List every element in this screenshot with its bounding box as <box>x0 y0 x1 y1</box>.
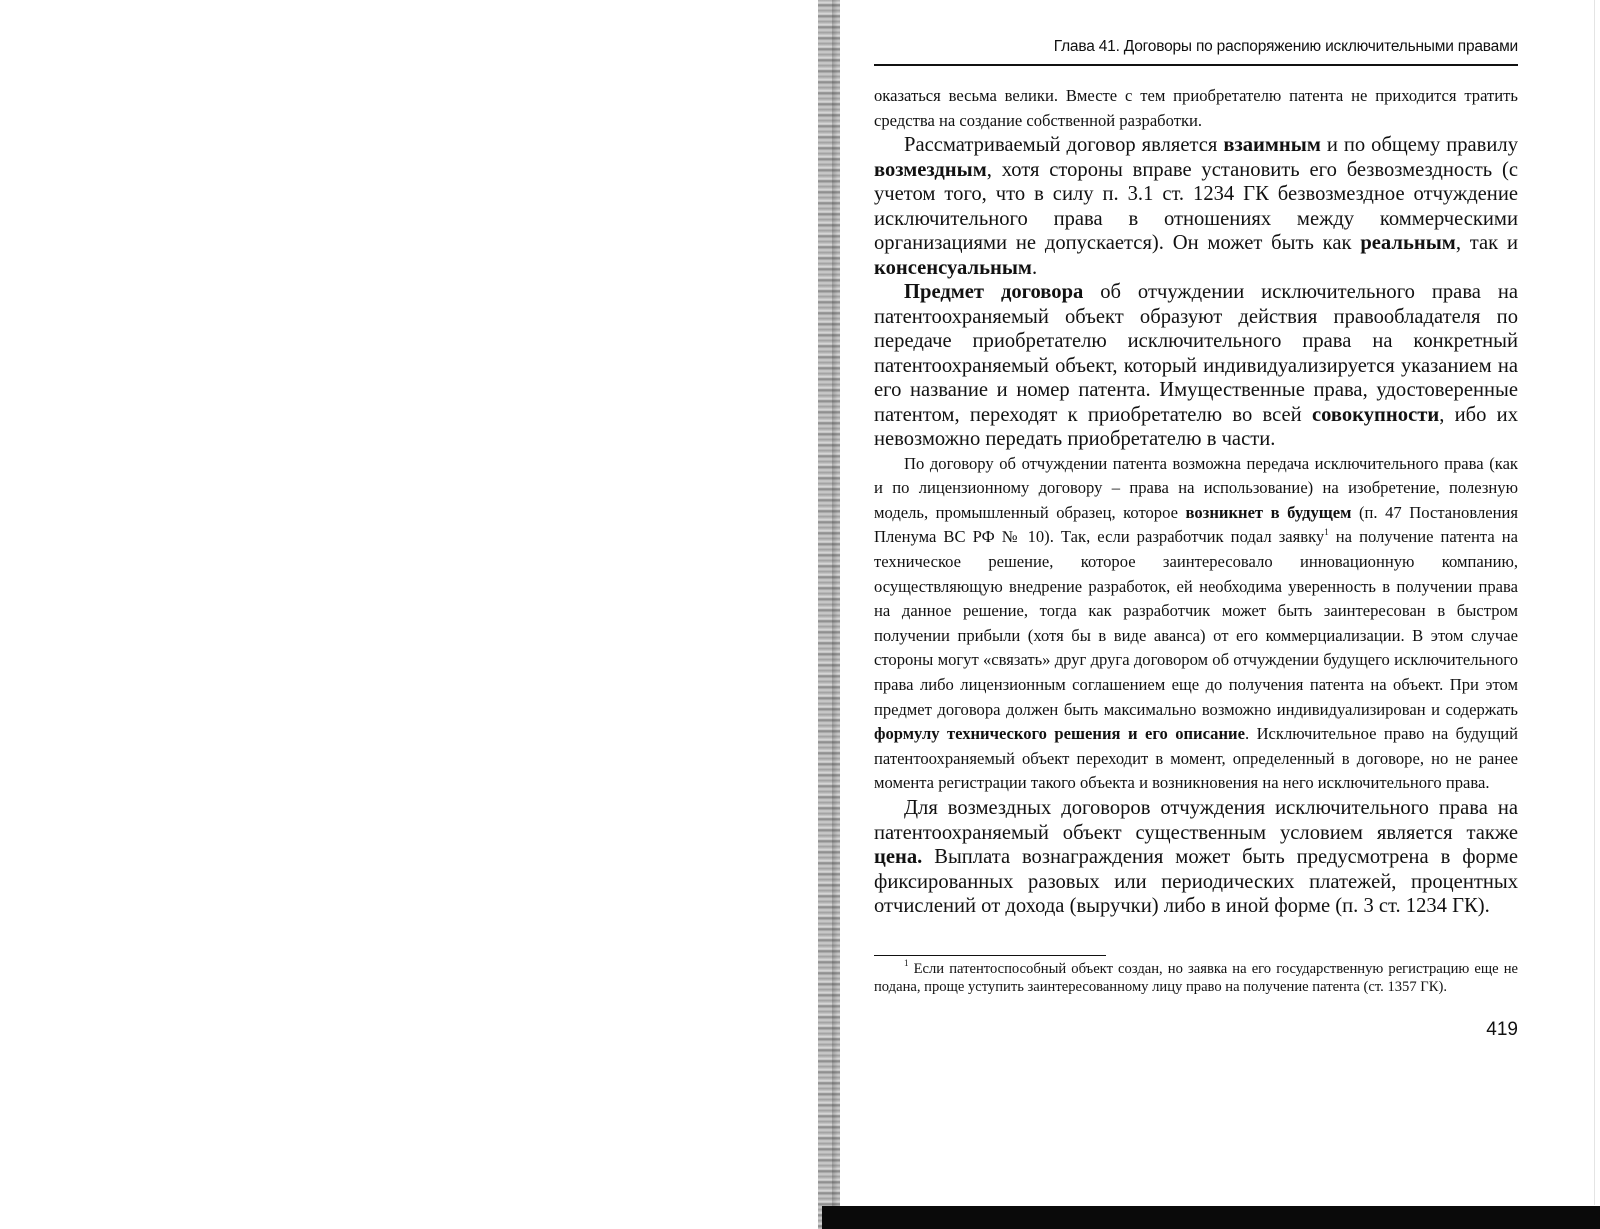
term-onerous: возмездным <box>874 158 987 181</box>
book-page <box>874 38 1518 1041</box>
text: , хотя стороны вправе установить его безвозмездность (с учетом того, что в силу п. 3.1 ст. 1234 ГК безвозмездное отчуждение исключительного права в отношениях между коммерческими организациями не допускается). Он может быть как <box>874 158 1518 255</box>
footnote-text: Если патентоспособный объект создан, но заявка на его государственную регистрацию еще не подана, проще уступить заинтересованному лицу право на получение патента (ст. 1357 ГК). <box>874 960 1518 995</box>
running-head: Глава 41. Договоры по распоряжению исключительными правами <box>874 38 1518 66</box>
term-price: цена. <box>874 846 923 868</box>
paragraph-price <box>874 796 1518 919</box>
page-edge <box>1594 0 1595 1205</box>
text: Для возмездных договоров отчуждения исключительного права на патентоохраняемый объект существенным условием является также <box>874 797 1518 844</box>
term-subject: Предмет договора <box>904 281 1084 304</box>
book-gutter-shadow <box>818 0 840 1229</box>
paragraph-subject <box>874 280 1518 452</box>
text: и по общему правилу <box>1320 134 1519 157</box>
paragraph-contract-nature <box>874 133 1518 280</box>
page-number: 419 <box>1486 1018 1518 1040</box>
term-mutual: взаимным <box>1223 134 1321 157</box>
text: Выплата вознаграждения может быть предусмотрена в форме фиксированных разовых или периодических платежей, процентных отчислений от дохода (выручки) либо в иной форме (п. 3 ст. 1234 ГК). <box>874 846 1518 917</box>
text: (п. 47 Постановления Пленума ВС РФ № 10). Так, если разработчик подал заявку <box>874 502 1518 547</box>
footnote-reference[interactable]: 1 <box>1324 527 1329 538</box>
text: . <box>1031 256 1038 279</box>
paragraph-future-right <box>874 452 1518 796</box>
term-real: реальным <box>1360 232 1456 255</box>
text: об отчуждении исключительного права на патентоохраняемый объект образуют действия правообладателя по передаче приобретателю исключительного права на конкретный патентоохраняемый объект, который индивидуализируется указанием на его название и номер патента. Имущественные права, удостоверенные патентом, переходят к приобретателю во всей <box>874 281 1518 426</box>
term-future: возникнет в будущем <box>1185 502 1352 522</box>
text: , ибо их невозможно передать приобретателю в части. <box>874 403 1519 451</box>
text: , так и <box>1455 232 1518 255</box>
footnote-divider <box>874 955 1106 956</box>
footnote <box>874 957 1518 997</box>
text: на получение патента на техническое решение, которое заинтересовало инновационную компанию, осуществляющую внедрение разработок, ей необходима уверенность в получении права на данное решение, тогда как разработчик может быть заинтересован в быстром получении прибыли (хотя бы в виде аванса) от его коммерциализации. В этом случае стороны могут «связать» друг друга договором об отчуждении будущего исключительного права либо лицензионным соглашением еще до получения патента на объект. При этом предмет договора должен быть максимально возможно индивидуализирован и содержать <box>874 527 1519 719</box>
text: Рассматриваемый договор является <box>904 134 1224 157</box>
term-totality: совокупности <box>1311 403 1440 426</box>
term-consensual: консенсуальным <box>874 256 1032 279</box>
scan-bottom-edge <box>822 1206 1600 1229</box>
paragraph-continuation: оказаться весьма велики. Вместе с тем приобретателю патента не приходится тратить средства на создание собственной разработки. <box>874 86 1518 130</box>
term-formula: формулу технического решения и его описание <box>874 724 1245 744</box>
text: . Исключительное право на будущий патентоохраняемый объект переходит в момент, определенный в договоре, но не ранее момента регистрации такого объекта и возникновения на него исключительного права. <box>874 724 1518 793</box>
footnote-mark: 1 <box>904 957 909 968</box>
text: По договору об отчуждении патента возможна передача исключительного права (как и по лицензионному договору – права на использование) на изобретение, полезную модель, промышленный образец, которое <box>874 453 1518 522</box>
